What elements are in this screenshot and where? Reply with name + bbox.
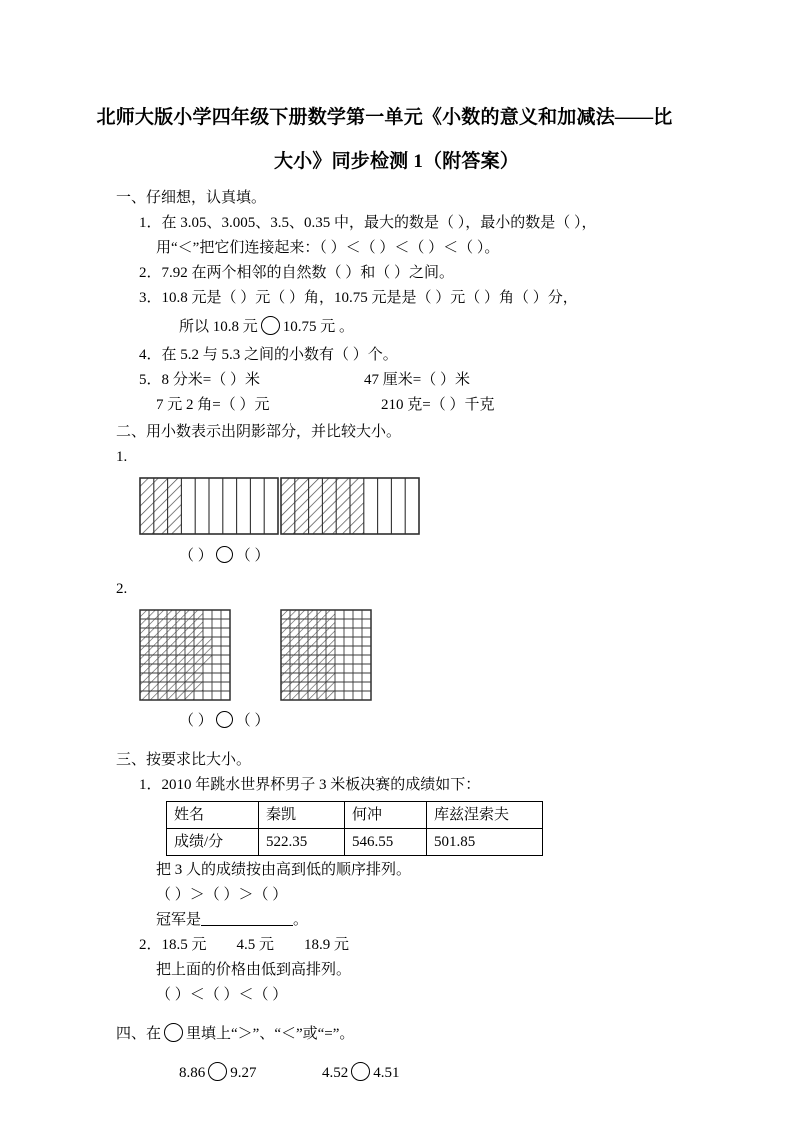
figure-1-answer-right[interactable]: （ ） bbox=[235, 548, 270, 564]
compare-circle-icon[interactable] bbox=[216, 546, 233, 563]
section-1-q3-line-2-suffix: 10.75 元 。 bbox=[282, 319, 355, 335]
figure-1-answer-left[interactable]: （ ） bbox=[179, 548, 213, 564]
section-2-item-2-label: 2. bbox=[116, 581, 128, 597]
table-header-athlete-2: 何冲 bbox=[345, 802, 427, 829]
table-header-athlete-3: 库兹涅索夫 bbox=[427, 802, 543, 829]
worksheet-body bbox=[116, 186, 736, 1089]
page-title-line-1: 北师大版小学四年级下册数学第一单元《小数的意义和加减法——比 bbox=[96, 107, 673, 128]
section-1-q6 bbox=[116, 393, 736, 418]
figure-2-answer-right[interactable]: （ ） bbox=[235, 713, 270, 729]
section-1-q5-right: 47 厘米=（ ）米 bbox=[364, 372, 470, 388]
section-3-q1-champion-line bbox=[116, 908, 736, 933]
strip-grid-left bbox=[139, 477, 279, 535]
strip-grid-right bbox=[280, 477, 420, 535]
section-4-compare-pairs bbox=[116, 1057, 736, 1089]
section-1-q1-line-2: 用“＜”把它们连接起来：（ ）＜（ ）＜（ ）＜（ ）。 bbox=[156, 240, 500, 256]
square-grid-left bbox=[139, 609, 231, 701]
champion-label: 冠军是 bbox=[156, 912, 202, 928]
section-1-q6-right: 210 克=（ ）千克 bbox=[381, 397, 495, 413]
pair-1-left-value: 8.86 bbox=[179, 1065, 206, 1081]
square-grid-right bbox=[280, 609, 372, 701]
table-row-label-score: 成绩/分 bbox=[167, 829, 259, 856]
section-4-heading bbox=[116, 1022, 736, 1047]
section-1-q3-line-1: 3．10.8 元是（ ）元（ ）角，10.75 元是是（ ）元（ ）角（ ）分， bbox=[139, 290, 578, 306]
compare-circle-icon bbox=[164, 1023, 183, 1042]
table-row bbox=[167, 829, 543, 856]
compare-circle-icon[interactable] bbox=[216, 711, 233, 728]
section-4-heading-suffix: 里填上“＞”、“＜”或“=”。 bbox=[186, 1026, 355, 1042]
section-3-q1-blanks[interactable]: （ ）＞（ ）＞（ ） bbox=[156, 887, 288, 903]
compare-circle-icon[interactable] bbox=[208, 1062, 227, 1081]
section-1-q2: 2．7.92 在两个相邻的自然数（ ）和（ ）之间。 bbox=[139, 265, 455, 281]
pair-2-left-value: 4.52 bbox=[322, 1065, 349, 1081]
figure-row-2-answer bbox=[116, 706, 736, 736]
figure-row-1 bbox=[116, 477, 736, 541]
scores-table bbox=[166, 801, 543, 856]
pair-1-right-value: 9.27 bbox=[230, 1065, 257, 1081]
section-3-q2-blanks[interactable]: （ ）＜（ ）＜（ ） bbox=[156, 987, 288, 1003]
page-title-line-2: 大小》同步检测 1（附答案） bbox=[273, 151, 520, 172]
section-2-item-1-label: 1. bbox=[116, 449, 128, 465]
section-1-q6-left: 7 元 2 角=（ ）元 bbox=[156, 397, 270, 413]
section-1-heading: 一、仔细想，认真填。 bbox=[116, 190, 267, 206]
table-cell-score-3: 501.85 bbox=[427, 829, 543, 856]
section-3-q1-instruction: 把 3 人的成绩按由高到低的顺序排列。 bbox=[156, 862, 412, 878]
table-header-athlete-1: 秦凯 bbox=[259, 802, 345, 829]
section-2-heading: 二、用小数表示出阴影部分，并比较大小。 bbox=[116, 424, 402, 440]
section-3-q1-intro: 1．2010 年跳水世界杯男子 3 米板决赛的成绩如下： bbox=[139, 777, 481, 793]
price-3: 18.9 元 bbox=[304, 937, 350, 953]
pair-2-right-value: 4.51 bbox=[373, 1065, 400, 1081]
champion-period: 。 bbox=[293, 912, 309, 928]
figure-2-answer-left[interactable]: （ ） bbox=[179, 713, 213, 729]
section-1-q3-line-2-prefix: 所以 10.8 元 bbox=[179, 319, 258, 335]
price-1: 2．18.5 元 bbox=[139, 937, 207, 953]
page-title bbox=[97, 0, 697, 184]
table-row bbox=[167, 802, 543, 829]
compare-circle-icon[interactable] bbox=[261, 316, 280, 335]
section-3-heading: 三、按要求比大小。 bbox=[116, 752, 252, 768]
section-1-q5-left: 5．8 分米=（ ）米 bbox=[139, 372, 260, 388]
price-2: 4.5 元 bbox=[236, 937, 275, 953]
table-cell-score-1: 522.35 bbox=[259, 829, 345, 856]
figure-row-2 bbox=[116, 609, 736, 706]
compare-circle-icon[interactable] bbox=[351, 1062, 370, 1081]
section-1-q4: 4．在 5.2 与 5.3 之间的小数有（ ）个。 bbox=[139, 347, 398, 363]
section-3-q2-instruction: 把上面的价格由低到高排列。 bbox=[156, 962, 352, 978]
section-1-q3-line-2 bbox=[116, 311, 736, 343]
figure-row-1-answer bbox=[116, 541, 736, 571]
table-header-name: 姓名 bbox=[167, 802, 259, 829]
section-1-q1-line-1: 1．在 3.05、3.005、3.5、0.35 中，最大的数是（ ），最小的数是（ ）， bbox=[139, 215, 597, 231]
table-cell-score-2: 546.55 bbox=[345, 829, 427, 856]
section-3-q2-prices bbox=[116, 933, 736, 958]
champion-answer-blank[interactable] bbox=[201, 909, 293, 926]
section-1-q5 bbox=[116, 368, 736, 393]
section-4-heading-prefix: 四、在 bbox=[116, 1026, 162, 1042]
